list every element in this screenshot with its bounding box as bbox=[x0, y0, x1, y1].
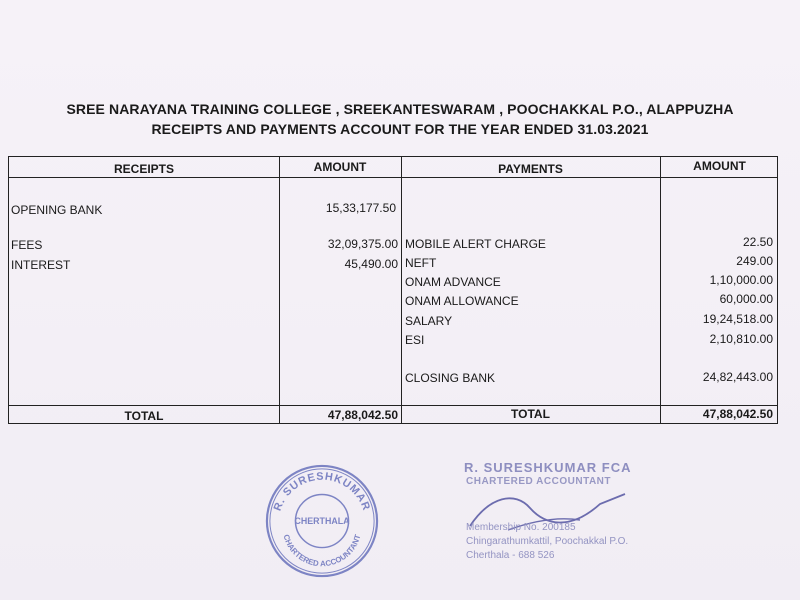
accountant-title: CHARTERED ACCOUNTANT bbox=[466, 476, 611, 487]
payment-amount: 19,24,518.00 bbox=[702, 312, 773, 326]
college-title: SREE NARAYANA TRAINING COLLEGE , SREEKANTESWARAM , POOCHAKKAL P.O., ALAPPUZHA bbox=[66, 101, 734, 117]
receipt-label: OPENING BANK bbox=[11, 203, 103, 217]
payment-label: MOBILE ALERT CHARGE bbox=[405, 237, 546, 251]
auditor-seal-stamp bbox=[263, 462, 381, 580]
receipts-total-amount: 47,88,042.50 bbox=[327, 408, 398, 422]
header-payments: PAYMENTS bbox=[498, 162, 563, 176]
receipt-amount: 15,33,177.50 bbox=[325, 201, 396, 215]
header-divider bbox=[9, 177, 777, 178]
payment-label: ESI bbox=[405, 333, 425, 347]
receipts-payments-table bbox=[8, 156, 778, 424]
payment-label: ONAM ADVANCE bbox=[405, 275, 501, 289]
payment-amount: 2,10,810.00 bbox=[709, 332, 773, 346]
receipt-label: FEES bbox=[11, 238, 43, 252]
payment-label: ONAM ALLOWANCE bbox=[405, 294, 519, 308]
membership-number: Membership No. 200185 bbox=[466, 522, 576, 533]
address-line: Cherthala - 688 526 bbox=[466, 550, 555, 561]
address-line: Chingarathumkattil, Poochakkal P.O. bbox=[466, 536, 629, 547]
payments-total-label: TOTAL bbox=[511, 407, 550, 421]
receipt-amount: 32,09,375.00 bbox=[327, 237, 398, 251]
header-payments-amount: AMOUNT bbox=[693, 159, 746, 173]
accountant-name: R. SURESHKUMAR FCA bbox=[464, 460, 632, 475]
payment-amount: 1,10,000.00 bbox=[709, 273, 773, 287]
payment-label: CLOSING BANK bbox=[405, 371, 496, 385]
column-divider bbox=[401, 157, 402, 423]
payment-amount: 22.50 bbox=[742, 235, 773, 249]
svg-text:R. SURESHKUMAR: R. SURESHKUMAR bbox=[271, 470, 373, 513]
payment-label: NEFT bbox=[405, 256, 437, 270]
receipts-total-label: TOTAL bbox=[124, 409, 164, 423]
payment-amount: 249.00 bbox=[736, 254, 773, 268]
accountant-signature-block bbox=[460, 460, 690, 580]
svg-text:CHERTHALA: CHERTHALA bbox=[294, 515, 350, 526]
payment-label: SALARY bbox=[405, 314, 453, 328]
payment-amount: 24,82,443.00 bbox=[702, 370, 773, 384]
total-divider bbox=[9, 405, 777, 406]
receipt-amount: 45,490.00 bbox=[344, 257, 398, 271]
payments-total-amount: 47,88,042.50 bbox=[702, 407, 773, 421]
payment-amount: 60,000.00 bbox=[719, 292, 773, 306]
header-receipts: RECEIPTS bbox=[113, 162, 174, 176]
svg-text:CHARTERED ACCOUNTANT: CHARTERED ACCOUNTANT bbox=[281, 533, 363, 569]
header-receipts-amount: AMOUNT bbox=[313, 160, 367, 174]
column-divider bbox=[279, 157, 280, 423]
account-title: RECEIPTS AND PAYMENTS ACCOUNT FOR THE YEAR ENDED 31.03.2021 bbox=[151, 121, 649, 137]
receipt-label: INTEREST bbox=[11, 258, 71, 272]
